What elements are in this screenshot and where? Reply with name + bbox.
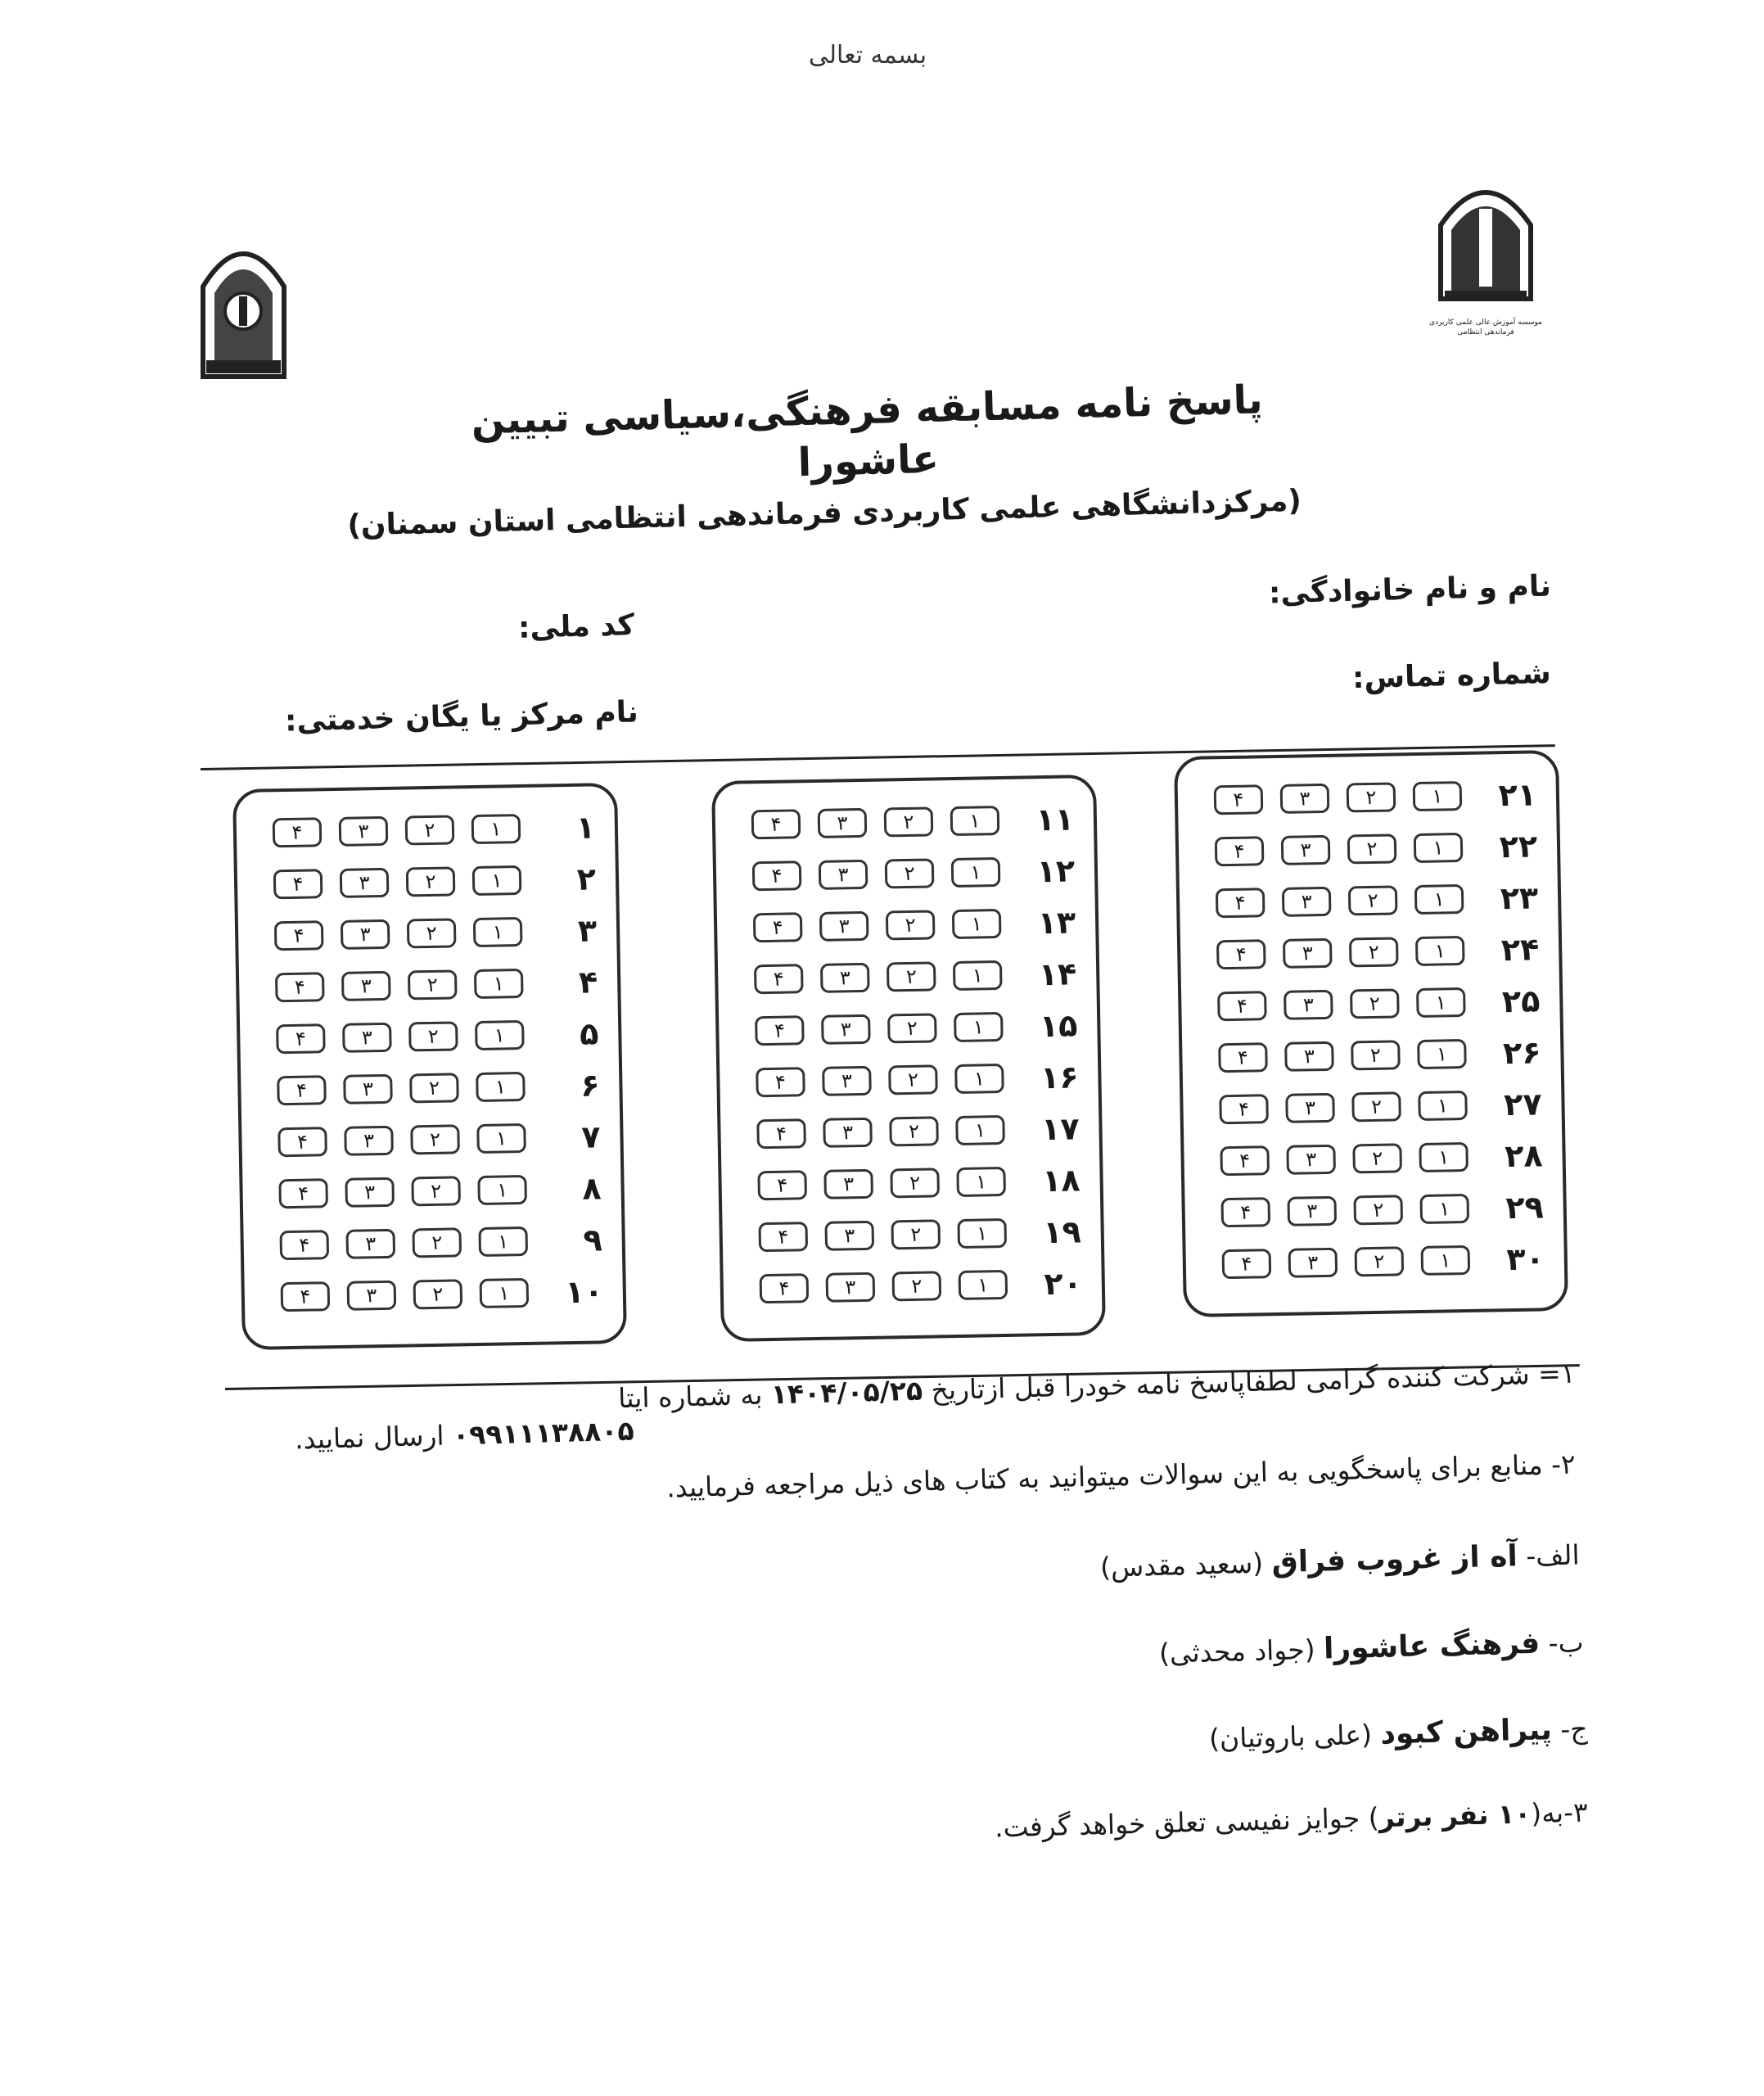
- answer-row: [1203, 1129, 1543, 1186]
- answer-option-3[interactable]: ۳: [1282, 886, 1332, 916]
- answer-option-4[interactable]: ۴: [756, 1067, 805, 1097]
- answer-option-3[interactable]: ۳: [1286, 1144, 1336, 1174]
- answer-option-3[interactable]: ۳: [819, 910, 869, 941]
- answer-option-1[interactable]: ۱: [1413, 781, 1463, 811]
- answer-option-1[interactable]: ۱: [959, 1269, 1008, 1299]
- book-1-author: (سعید مقدس): [1099, 1547, 1264, 1583]
- question-number: ۱۳: [1037, 903, 1076, 941]
- top-note: بسمه تعالی: [808, 41, 927, 70]
- book-3: [1209, 1709, 1589, 1759]
- answer-option-3[interactable]: ۳: [823, 1168, 873, 1199]
- answer-option-2[interactable]: ۲: [889, 1116, 939, 1146]
- question-number: ۱۷: [1040, 1109, 1080, 1147]
- answer-option-1[interactable]: ۱: [1421, 1244, 1471, 1275]
- answer-row: [1200, 923, 1540, 980]
- answer-option-4[interactable]: ۴: [751, 809, 801, 839]
- question-number: ۱۵: [1039, 1006, 1078, 1044]
- answer-option-4[interactable]: ۴: [277, 1127, 327, 1157]
- answer-option-2[interactable]: ۲: [1347, 782, 1396, 812]
- answer-row: [739, 1050, 1079, 1108]
- answer-row: [738, 947, 1077, 1005]
- answer-option-1[interactable]: ۱: [957, 1217, 1007, 1248]
- answer-option-1[interactable]: ۱: [478, 1226, 528, 1256]
- answer-row: [1199, 871, 1539, 928]
- book-1-title: آه از غروب فراق: [1271, 1539, 1518, 1580]
- answer-option-4[interactable]: ۴: [273, 869, 323, 899]
- answer-option-3[interactable]: ۳: [342, 1022, 392, 1052]
- answer-option-3[interactable]: ۳: [343, 1073, 393, 1104]
- answer-option-1[interactable]: ۱: [951, 857, 1001, 888]
- answer-option-1[interactable]: ۱: [954, 1011, 1004, 1041]
- answer-option-2[interactable]: ۲: [892, 1271, 942, 1301]
- answer-row: [738, 999, 1078, 1056]
- answer-option-3[interactable]: ۳: [341, 919, 390, 949]
- answer-option-2[interactable]: ۲: [407, 918, 457, 948]
- answer-option-2[interactable]: ۲: [410, 1124, 460, 1154]
- answer-option-1[interactable]: ۱: [480, 1277, 530, 1308]
- answer-row: [259, 955, 598, 1013]
- answer-option-1[interactable]: ۱: [477, 1174, 527, 1204]
- answer-option-4[interactable]: ۴: [275, 972, 325, 1002]
- question-number: ۱۶: [1040, 1058, 1079, 1095]
- question-number: ۲۰: [1044, 1264, 1083, 1302]
- note-1-part3: ارسال نمایید.: [294, 1419, 445, 1456]
- answer-option-4[interactable]: ۴: [757, 1170, 807, 1200]
- answer-row: [1201, 974, 1541, 1032]
- book-3-prefix: ج-: [1560, 1712, 1589, 1746]
- national-id-field-label: کد ملی:: [517, 608, 635, 645]
- answer-row: [261, 1110, 601, 1168]
- note-1-part2: به شماره ایتا: [617, 1378, 764, 1415]
- book-2-author: (جواد محدثی): [1158, 1633, 1316, 1669]
- answer-option-2[interactable]: ۲: [1350, 988, 1400, 1019]
- answer-option-1[interactable]: ۱: [476, 1123, 526, 1153]
- question-number: ۱۱: [1035, 800, 1075, 838]
- answer-option-3[interactable]: ۳: [1288, 1247, 1338, 1277]
- question-number: ۶: [580, 1066, 600, 1104]
- answer-row: [263, 1213, 602, 1271]
- answer-option-4[interactable]: ۴: [1219, 1094, 1269, 1124]
- answer-option-4[interactable]: ۴: [276, 1023, 326, 1054]
- phone-field-label: شماره تماس:: [1351, 656, 1552, 696]
- answer-option-4[interactable]: ۴: [760, 1273, 810, 1303]
- question-number: ۸: [582, 1169, 602, 1207]
- note-2: ۲- منابع برای پاسخگویی به این سوالات میتوانید به کتاب های ذیل مراجعه فرمایید.: [665, 1448, 1577, 1504]
- answer-option-4[interactable]: ۴: [1222, 1249, 1272, 1279]
- answer-option-3[interactable]: ۳: [345, 1177, 395, 1207]
- answer-option-4[interactable]: ۴: [1218, 1042, 1268, 1073]
- note-3: [995, 1792, 1589, 1849]
- page-title: پاسخ نامه مسابقه فرهنگی،سیاسی تبیین عاشورا: [470, 377, 1264, 486]
- answer-row: [257, 852, 597, 910]
- answer-option-4[interactable]: ۴: [1215, 836, 1265, 866]
- answer-option-2[interactable]: ۲: [411, 1176, 461, 1206]
- answer-option-1[interactable]: ۱: [1417, 1038, 1467, 1068]
- answer-option-2[interactable]: ۲: [1351, 1040, 1401, 1070]
- answer-option-2[interactable]: ۲: [890, 1168, 940, 1198]
- answer-option-1[interactable]: ۱: [472, 865, 522, 896]
- answer-row: [1202, 1026, 1541, 1083]
- note-3-suffix: ) جوایز نفیسی تعلق خواهد گرفت.: [994, 1801, 1380, 1844]
- academy-caption: موسسه آموزش عالی علمی کاربردی فرماندهی انتظامی: [1429, 318, 1542, 337]
- answer-row: [740, 1102, 1080, 1159]
- book-2-title: فرهنگ عاشورا: [1323, 1626, 1541, 1666]
- answer-option-3[interactable]: ۳: [1283, 937, 1333, 968]
- question-number: ۲۲: [1499, 827, 1538, 865]
- answer-row: [1205, 1232, 1545, 1290]
- answer-option-3[interactable]: ۳: [823, 1117, 873, 1147]
- answer-option-3[interactable]: ۳: [1287, 1195, 1337, 1226]
- answer-option-4[interactable]: ۴: [755, 1015, 805, 1046]
- answer-option-4[interactable]: ۴: [1220, 1197, 1270, 1227]
- answer-row: [255, 801, 595, 858]
- answer-option-2[interactable]: ۲: [409, 1073, 459, 1103]
- answer-option-1[interactable]: ۱: [1419, 1193, 1469, 1223]
- center-field-label: نام مرکز یا یگان خدمتی:: [284, 695, 639, 739]
- question-number: ۲۹: [1505, 1188, 1545, 1226]
- question-number: ۷: [580, 1118, 601, 1155]
- answer-option-1[interactable]: ۱: [953, 960, 1003, 990]
- answer-option-3[interactable]: ۳: [1284, 989, 1333, 1019]
- answer-option-1[interactable]: ۱: [950, 806, 1000, 836]
- question-number: ۲۵: [1501, 982, 1541, 1019]
- answer-option-4[interactable]: ۴: [277, 1075, 327, 1105]
- question-number: ۱۸: [1041, 1161, 1081, 1199]
- question-number: ۹: [583, 1221, 603, 1258]
- answer-option-3[interactable]: ۳: [826, 1272, 876, 1302]
- answer-option-3[interactable]: ۳: [824, 1220, 874, 1250]
- answer-option-1[interactable]: ۱: [955, 1114, 1005, 1145]
- answer-option-1[interactable]: ۱: [476, 1071, 526, 1101]
- answer-option-1[interactable]: ۱: [475, 1019, 525, 1050]
- answer-option-2[interactable]: ۲: [887, 1013, 937, 1043]
- page-subtitle: (مرکزدانشگاهی علمی کاربردی فرماندهی انتظامی استان سمنان): [346, 484, 1302, 543]
- answer-row: [742, 1205, 1081, 1263]
- question-number: ۲۱: [1498, 775, 1537, 813]
- answer-box-group-3: [1174, 750, 1568, 1317]
- note-1: [618, 1353, 1577, 1420]
- answer-option-3[interactable]: ۳: [1281, 834, 1331, 865]
- answer-option-2[interactable]: ۲: [413, 1279, 463, 1309]
- answer-option-2[interactable]: ۲: [408, 969, 458, 1000]
- question-number: ۲: [576, 860, 597, 897]
- answer-box-group-2: [711, 775, 1106, 1342]
- note-1-number: ۰۹۹۱۱۱۳۸۸۰۵: [452, 1414, 635, 1452]
- answer-option-4[interactable]: ۴: [756, 1118, 806, 1149]
- answer-option-4[interactable]: ۴: [1216, 888, 1265, 918]
- answer-option-4[interactable]: ۴: [274, 920, 324, 951]
- answer-option-2[interactable]: ۲: [1348, 885, 1398, 915]
- answer-option-2[interactable]: ۲: [1349, 937, 1399, 967]
- answer-option-2[interactable]: ۲: [884, 806, 934, 837]
- answer-option-3[interactable]: ۳: [820, 962, 870, 992]
- question-number: ۱۴: [1038, 955, 1077, 992]
- answer-option-4[interactable]: ۴: [1217, 991, 1267, 1021]
- answer-row: [1204, 1181, 1544, 1238]
- answer-option-4[interactable]: ۴: [1220, 1145, 1270, 1176]
- answer-option-4[interactable]: ۴: [754, 964, 804, 994]
- answer-option-2[interactable]: ۲: [1347, 833, 1397, 864]
- answer-option-3[interactable]: ۳: [347, 1280, 397, 1310]
- note-1-date: ۱۴۰۴/۰۵/۲۵: [770, 1374, 923, 1411]
- answer-option-1[interactable]: ۱: [473, 917, 523, 947]
- answer-row: [741, 1154, 1081, 1211]
- answer-option-3[interactable]: ۳: [341, 970, 391, 1001]
- note-3-bold: ۱۰ نفر برتر: [1378, 1797, 1532, 1834]
- answer-option-3[interactable]: ۳: [345, 1228, 395, 1258]
- book-1: [1100, 1534, 1581, 1588]
- note-1-part1: ۱= شرکت کننده گرامی لطفاپاسخ نامه خودرا قبل ازتاریخ: [931, 1357, 1577, 1407]
- answer-option-3[interactable]: ۳: [1285, 1092, 1335, 1123]
- answer-row: [737, 896, 1076, 953]
- answer-option-2[interactable]: ۲: [885, 858, 935, 888]
- answer-option-3[interactable]: ۳: [1284, 1041, 1334, 1071]
- answer-option-4[interactable]: ۴: [278, 1178, 328, 1208]
- note-3-prefix: ۳-به(: [1530, 1796, 1589, 1830]
- answer-option-4[interactable]: ۴: [758, 1222, 808, 1252]
- answer-row: [736, 844, 1076, 901]
- answer-option-2[interactable]: ۲: [1355, 1246, 1405, 1276]
- answer-option-2[interactable]: ۲: [1352, 1143, 1402, 1173]
- answer-row: [258, 904, 598, 961]
- question-number: ۳۰: [1506, 1240, 1545, 1277]
- academy-emblem-icon: [1428, 176, 1543, 315]
- answer-option-4[interactable]: ۴: [279, 1230, 329, 1260]
- question-number: ۱: [575, 808, 596, 846]
- answer-option-2[interactable]: ۲: [886, 910, 936, 940]
- answer-option-1[interactable]: ۱: [1416, 987, 1466, 1017]
- answer-row: [734, 793, 1074, 850]
- answer-option-3[interactable]: ۳: [818, 807, 868, 838]
- answer-option-4[interactable]: ۴: [753, 912, 803, 942]
- question-number: ۱۰: [565, 1272, 604, 1310]
- answer-row: [260, 1059, 600, 1116]
- answer-option-2[interactable]: ۲: [1353, 1195, 1403, 1225]
- question-number: ۱۹: [1042, 1213, 1082, 1250]
- answer-option-2[interactable]: ۲: [1351, 1091, 1401, 1122]
- answer-option-4[interactable]: ۴: [1214, 784, 1264, 815]
- answer-option-2[interactable]: ۲: [887, 961, 936, 992]
- answer-option-1[interactable]: ۱: [954, 1063, 1004, 1093]
- answer-row: [1197, 768, 1536, 825]
- answer-option-3[interactable]: ۳: [344, 1125, 394, 1155]
- answer-option-4[interactable]: ۴: [281, 1281, 331, 1312]
- book-2: [1159, 1622, 1585, 1674]
- question-number: ۳: [577, 911, 598, 949]
- note-1-line2: [295, 1411, 635, 1461]
- answer-option-1[interactable]: ۱: [952, 909, 1002, 939]
- answer-option-1[interactable]: ۱: [1418, 1090, 1468, 1120]
- answer-option-1[interactable]: ۱: [1415, 935, 1465, 965]
- police-emblem-icon: [196, 229, 291, 381]
- question-number: ۵: [579, 1014, 599, 1052]
- answer-option-4[interactable]: ۴: [1216, 939, 1266, 969]
- answer-option-4[interactable]: ۴: [752, 861, 802, 891]
- name-field-label: نام و نام خانوادگی:: [1268, 569, 1552, 611]
- book-2-prefix: ب-: [1548, 1626, 1585, 1660]
- answer-option-3[interactable]: ۳: [822, 1065, 872, 1095]
- answer-option-3[interactable]: ۳: [821, 1014, 871, 1044]
- question-number: ۲۸: [1504, 1136, 1544, 1174]
- answer-option-1[interactable]: ۱: [1414, 833, 1464, 863]
- question-number: ۴: [578, 963, 598, 1001]
- answer-option-2[interactable]: ۲: [412, 1227, 462, 1258]
- answer-option-2[interactable]: ۲: [891, 1219, 941, 1249]
- answer-option-4[interactable]: ۴: [273, 817, 323, 847]
- book-1-prefix: الف-: [1526, 1538, 1581, 1573]
- question-number: ۲۶: [1502, 1033, 1541, 1071]
- answer-box-group-1: [232, 783, 627, 1350]
- answer-option-2[interactable]: ۲: [408, 1021, 458, 1051]
- answer-row: [1202, 1077, 1542, 1135]
- answer-option-3[interactable]: ۳: [1280, 783, 1330, 813]
- answer-row: [1198, 820, 1538, 877]
- question-number: ۲۴: [1500, 930, 1540, 968]
- answer-option-2[interactable]: ۲: [405, 815, 455, 845]
- answer-row: [264, 1265, 603, 1322]
- answer-option-1[interactable]: ۱: [1419, 1141, 1468, 1172]
- answer-row: [742, 1257, 1082, 1314]
- answer-option-3[interactable]: ۳: [819, 859, 868, 889]
- answer-option-3[interactable]: ۳: [340, 867, 390, 897]
- answer-option-3[interactable]: ۳: [339, 815, 389, 846]
- book-3-title: پیراهن کبود: [1380, 1713, 1553, 1751]
- answer-row: [262, 1162, 602, 1219]
- answer-option-2[interactable]: ۲: [406, 866, 456, 897]
- question-number: ۲۳: [1500, 879, 1539, 916]
- answer-option-1[interactable]: ۱: [1414, 884, 1464, 915]
- question-number: ۱۲: [1036, 852, 1076, 889]
- answer-option-2[interactable]: ۲: [888, 1064, 938, 1095]
- answer-option-1[interactable]: ۱: [471, 814, 521, 844]
- answer-row: [259, 1007, 599, 1064]
- answer-option-1[interactable]: ۱: [474, 968, 524, 998]
- question-number: ۲۷: [1503, 1085, 1542, 1123]
- answer-option-1[interactable]: ۱: [956, 1166, 1006, 1196]
- book-3-author: (علی باروتیان): [1208, 1718, 1373, 1755]
